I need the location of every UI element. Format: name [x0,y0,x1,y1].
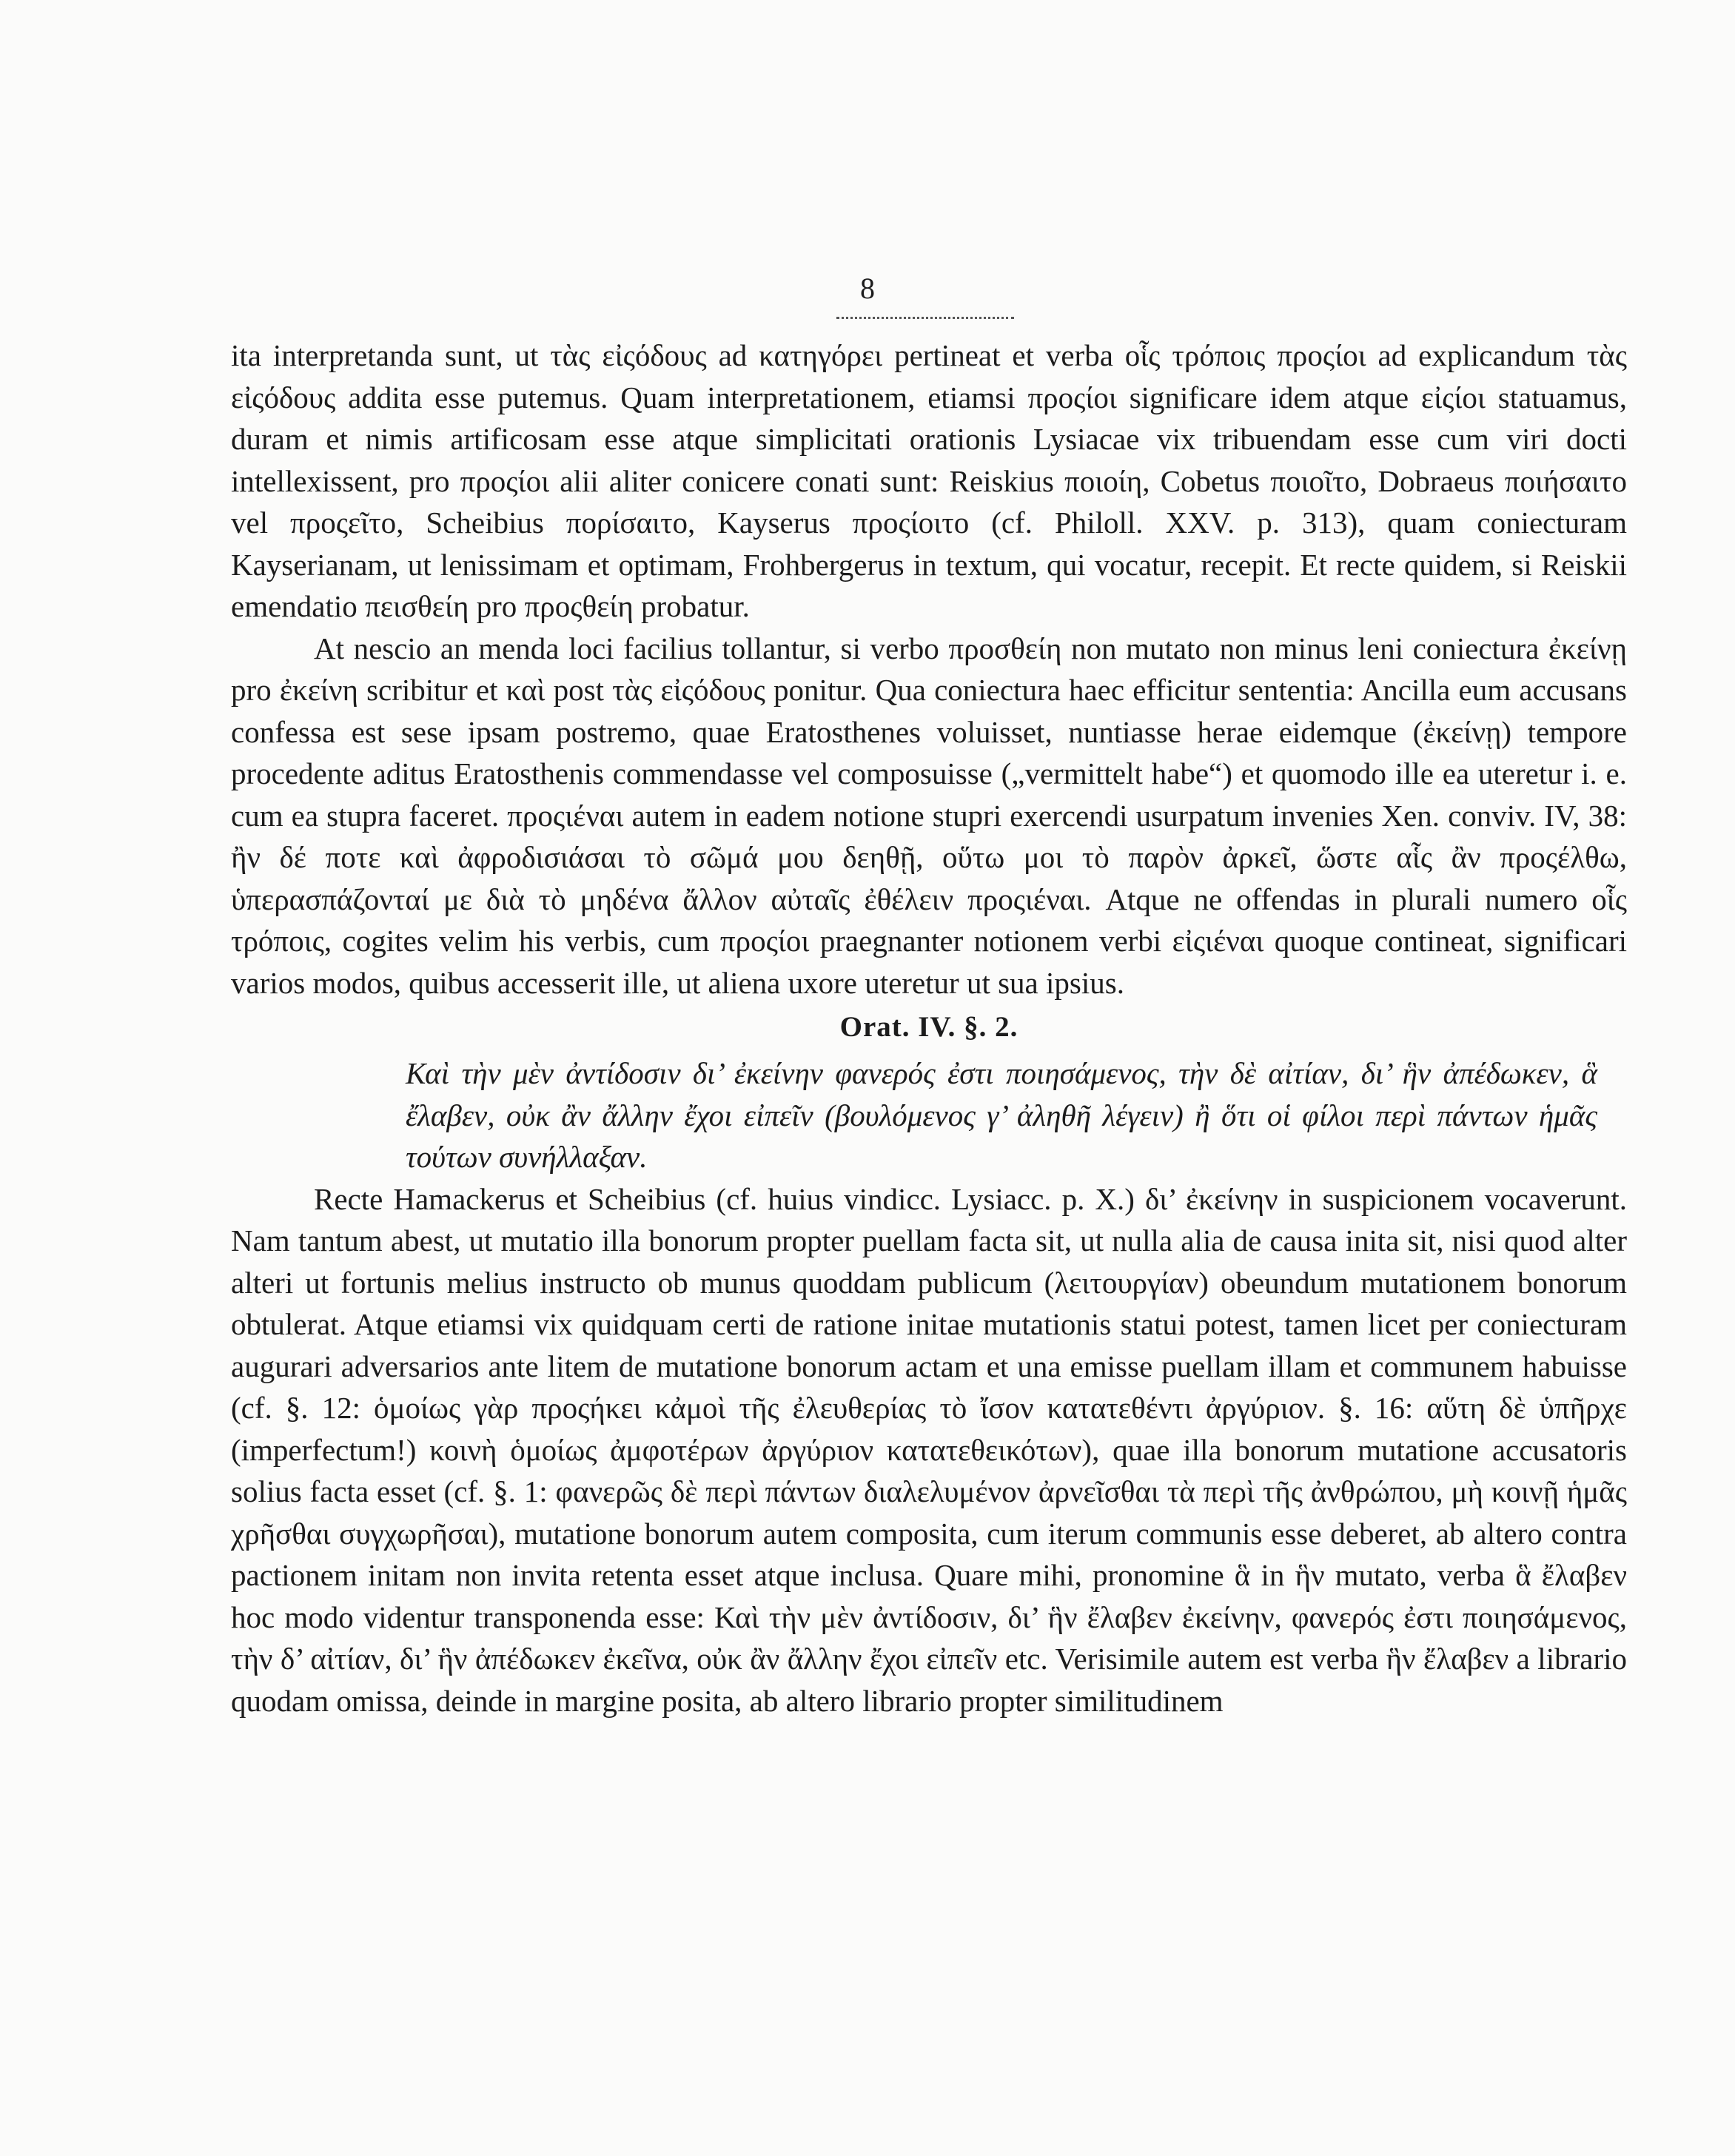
paragraph-3: Recte Hamackerus et Scheibius (cf. huius vindicc. Lysiacc. p. X.) δι’ ἐκείνην in suspicionem vocaverunt. Nam tantum abest, ut mutatio illa bonorum propter puellam facta sit, ut nulla alia de causa inita sit, nisi quod alter alteri ut fortunis melius instructo ob munus quoddam publicum (λειτουργίαν) obeundum mutationem bonorum obtulerat. Atque etiamsi vix quidquam certi de ratione initae mutationis statui potest, tamen licet per coniecturam augurari adversarios ante litem de mutatione bonorum actam et una emisse puellam illam et communem habuisse (cf. §. 12: ὁμοίως γὰρ προςήκει κἀμοὶ τῆς ἐλευθερίας τὸ ἴσον κατατεθέντι ἀργύριον. §. 16: αὕτη δὲ ὑπῆρχε (imperfectum!) κοινὴ ὁμοίως ἀμφοτέρων ἀργύριον κατατεθεικότων), quae illa bonorum mutatione accusatoris solius facta esset (cf. §. 1: φανερῶς δὲ περὶ πάντων διαλελυμένον ἀρνεῖσθαι τὰ περὶ τῆς ἀνθρώπου, μὴ κοινῇ ἡμᾶς χρῆσθαι συγχωρῆσαι), mutatione bonorum autem composita, cum iterum communis esse deberet, ab altero contra pactionem initam non invita retenta esset atque inclusa. Quare mihi, pronomine ἃ in ἣν mutato, verba ἃ ἔλαβεν hoc modo videntur transponenda esse: Καὶ τὴν μὲν ἀντίδοσιν, δι’ ἣν ἔλαβεν ἐκείνην, φανερός ἐστι ποιησάμενος, τὴν δ’ αἰτίαν, δι’ ἣν ἀπέδωκεν ἐκεῖνα, οὐκ ἂν ἄλλην ἔχοι εἰπεῖν etc. Verisimile autem est verba ἣν ἔλαβεν a librario quodam omissa, deinde in margine posita, ab altero librario propter similitudinem [231,1181,1627,1718]
page-number: 8 [860,272,875,305]
body-text [231,335,1627,1722]
paragraph-1: ita interpretanda sunt, ut τὰς εἰςόδους ad κατηγόρει pertineat et verba οἷς τρόποις προςίοι ad explicandum τὰς εἰςόδους addita esse putemus. Quam interpretationem, etiamsi προςίοι significare idem atque εἰςίοι statuamus, duram et nimis artificosam esse atque simplicitati orationis Lysiacae vix tribuendam esse cum viri docti intellexissent, pro προςίοι alii aliter conicere conati sunt: Reiskius ποιοίη, Cobetus ποιοῖτο, Dobraeus ποιήσαιτο vel προςεῖτο, Scheibius πορίσαιτο, Kayserus προςίοιτο (cf. Philoll. XXV. p. 313), quam coniecturam Kayserianam, ut lenissimam et optimam, Frohbergerus in textum, qui vocatur, recepit. Et recte quidem, si Reiskii emendatio πεισθείη pro προςθείη probatur. [231,338,1627,623]
section-heading: Orat. IV. §. 2. [839,1011,1018,1043]
page-number-ornament [836,309,1014,319]
paragraph-2: At nescio an menda loci facilius tollantur, si verbo προσθείη non mutato non minus leni coniectura ἐκείνῃ pro ἐκείνη scribitur et καὶ post τὰς εἰςόδους ponitur. Qua coniectura haec efficitur sententia: Ancilla eum accusans confessa est sese ipsam postremo, quae Eratosthenes voluisset, nuntiasse herae eidemque (ἐκείνῃ) tempore procedente aditus Eratosthenis commendasse vel composuisse („vermittelt habe“) et quomodo ille ea uteretur i. e. cum ea stupra faceret. προςιέναι autem in eadem notione stupri exercendi usurpatum invenies Xen. conviv. IV, 38: ἢν δέ ποτε καὶ ἀφροδισιάσαι τὸ σῶμά μου δεηθῇ, οὕτω μοι τὸ παρὸν ἀρκεῖ, ὥστε αἷς ἂν προςέλθω, ὑπερασπάζονταί με διὰ τὸ μηδένα ἄλλον αὐταῖς ἐθέλειν προςιέναι. Atque ne offendas in plurali numero οἷς τρόποις, cogites velim his verbis, cum προςίοι praegnanter notionem verbi εἰςιέναι quoque contineat, significari varios modos, quibus accesserit ille, ut aliena uxore uteretur ut sua ipsius. [231,631,1627,1000]
greek-quotation: Καὶ τὴν μὲν ἀντίδοσιν δι’ ἐκείνην φανερός ἐστι ποιησάμενος, τὴν δὲ αἰτίαν, δι’ ἣν ἀπέδωκεν, ἃ ἔλαβεν, οὐκ ἂν ἄλλην ἔχοι εἰπεῖν (βουλόμενος γ’ ἀληθῆ λέγειν) ἢ ὅτι οἱ φίλοι περὶ πάντων ἡμᾶς τούτων συνήλλαξαν. [406,1056,1597,1174]
